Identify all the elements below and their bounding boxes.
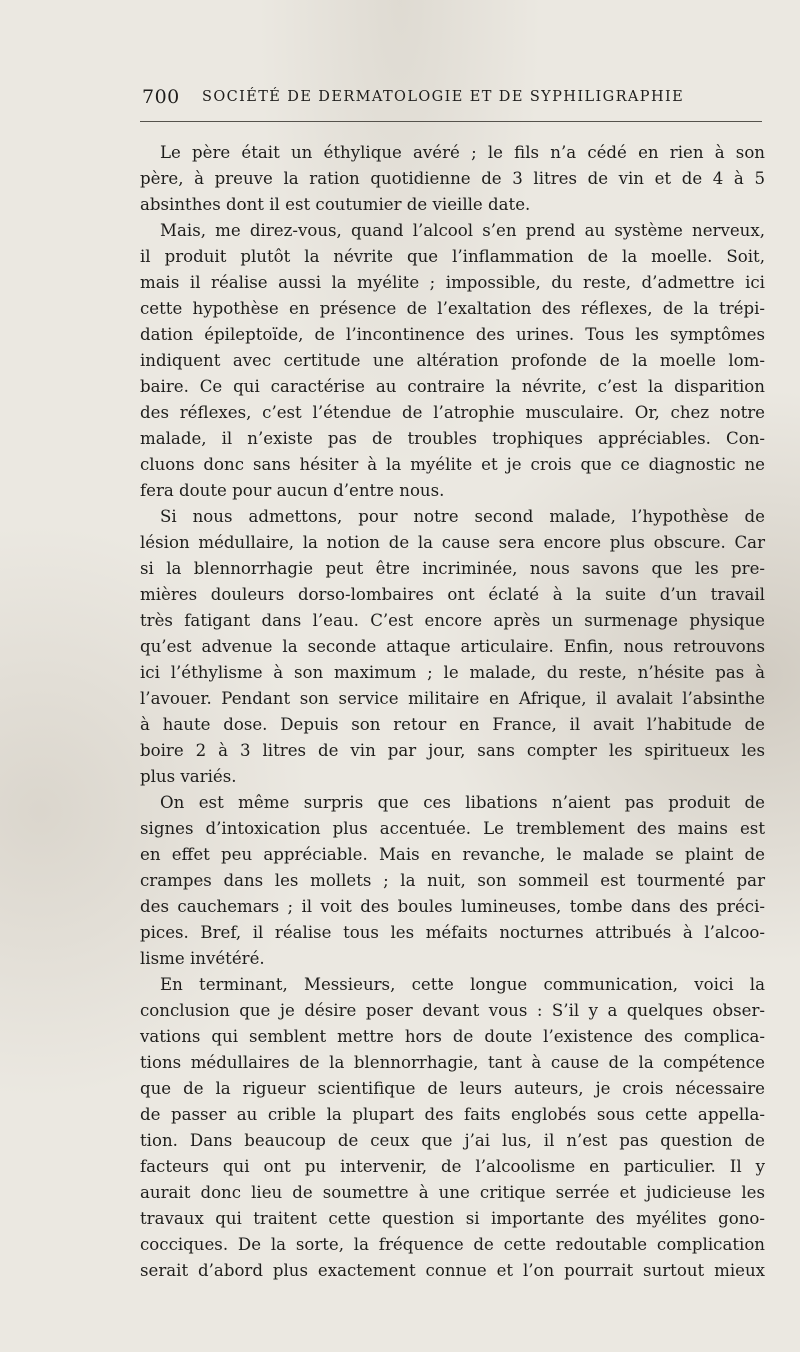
text-line: qu’est advenue la seconde attaque articulaire. Enfin, nous retrouvons (140, 637, 765, 656)
text-line: pices. Bref, il réalise tous les méfaits nocturnes attribués à l’alcoo- (140, 923, 765, 942)
body-text (140, 140, 765, 1284)
running-head (142, 86, 712, 108)
text-line: absinthes dont il est coutumier de vieille date. (140, 195, 531, 214)
text-line: travaux qui traitent cette question si importante des myélites gono- (140, 1209, 765, 1228)
text-line: des cauchemars ; il voit des boules lumineuses, tombe dans des préci- (140, 897, 765, 916)
text-line: en effet peu appréciable. Mais en revanche, le malade se plaint de (140, 845, 765, 864)
page-number: 700 (142, 86, 180, 108)
text-line: Le père était un éthylique avéré ; le fils n’a cédé en rien à son (160, 143, 765, 162)
text-line: l’avouer. Pendant son service militaire en Afrique, il avalait l’absinthe (140, 689, 765, 708)
text-line: à haute dose. Depuis son retour en France, il avait l’habitude de (140, 715, 765, 734)
text-line: cluons donc sans hésiter à la myélite et je crois que ce diagnostic ne (140, 455, 765, 474)
text-line: malade, il n’existe pas de troubles trophiques appréciables. Con- (140, 429, 765, 448)
text-line: indiquent avec certitude une altération profonde de la moelle lom- (140, 351, 765, 370)
text-line: Si nous admettons, pour notre second malade, l’hypothèse de (160, 507, 765, 526)
text-line: En terminant, Messieurs, cette longue communication, voici la (160, 975, 765, 994)
text-line: boire 2 à 3 litres de vin par jour, sans compter les spiritueux les (140, 741, 765, 760)
text-line: très fatigant dans l’eau. C’est encore après un surmenage physique (140, 611, 765, 630)
text-line: fera doute pour aucun d’entre nous. (140, 481, 445, 500)
text-line: ici l’éthylisme à son maximum ; le malade, du reste, n’hésite pas à (140, 663, 765, 682)
text-line: si la blennorrhagie peut être incriminée, nous savons que les pre- (140, 559, 765, 578)
text-line: On est même surpris que ces libations n’aient pas produit de (160, 793, 765, 812)
text-line: mières douleurs dorso-lombaires ont éclaté à la suite d’un travail (140, 585, 765, 604)
text-line: père, à preuve la ration quotidienne de 3 litres de vin et de 4 à 5 (140, 169, 765, 188)
text-line: que de la rigueur scientifique de leurs auteurs, je crois nécessaire (140, 1079, 765, 1098)
text-line: baire. Ce qui caractérise au contraire la névrite, c’est la disparition (140, 377, 765, 396)
text-line: des réflexes, c’est l’étendue de l’atrophie musculaire. Or, chez notre (140, 403, 765, 422)
text-line: aurait donc lieu de soumettre à une critique serrée et judicieuse les (140, 1183, 765, 1202)
text-line: tions médullaires de la blennorrhagie, tant à cause de la compétence (140, 1053, 765, 1072)
text-line: il produit plutôt la névrite que l’inflammation de la moelle. Soit, (140, 247, 765, 266)
text-line: tion. Dans beaucoup de ceux que j’ai lus, il n’est pas question de (140, 1131, 765, 1150)
text-line: serait d’abord plus exactement connue et l’on pourrait surtout mieux (140, 1261, 765, 1280)
text-line: lisme invétéré. (140, 949, 265, 968)
header-rule (140, 121, 762, 122)
text-line: dation épileptoïde, de l’incontinence des urines. Tous les symptômes (140, 325, 765, 344)
text-line: plus variés. (140, 767, 237, 786)
text-line: vations qui semblent mettre hors de doute l’existence des complica- (140, 1027, 765, 1046)
text-line: cette hypothèse en présence de l’exaltation des réflexes, de la trépi- (140, 299, 765, 318)
text-line: lésion médullaire, la notion de la cause sera encore plus obscure. Car (140, 533, 765, 552)
text-line: facteurs qui ont pu intervenir, de l’alcoolisme en particulier. Il y (140, 1157, 765, 1176)
text-line: Mais, me direz-vous, quand l’alcool s’en prend au système nerveux, (160, 221, 765, 240)
text-line: crampes dans les mollets ; la nuit, son sommeil est tourmenté par (140, 871, 765, 890)
text-line: de passer au crible la plupart des faits englobés sous cette appella- (140, 1105, 765, 1124)
running-head-title: SOCIÉTÉ DE DERMATOLOGIE ET DE SYPHILIGRAPHIE (202, 89, 685, 105)
text-line: cocciques. De la sorte, la fréquence de cette redoutable complication (140, 1235, 765, 1254)
text-line: signes d’intoxication plus accentuée. Le tremblement des mains est (140, 819, 765, 838)
text-line: conclusion que je désire poser devant vous : S’il y a quelques obser- (140, 1001, 765, 1020)
text-line: mais il réalise aussi la myélite ; impossible, du reste, d’admettre ici (140, 273, 765, 292)
